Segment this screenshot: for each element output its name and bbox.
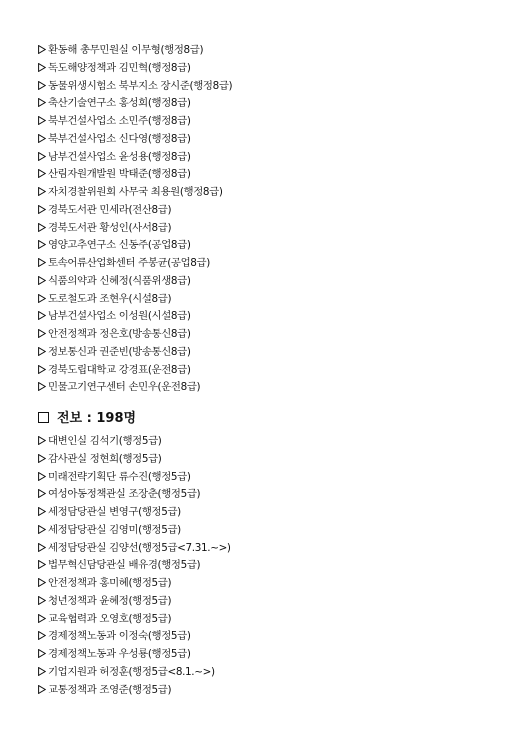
list-item: [38, 433, 231, 451]
triangle-bullet-icon: [38, 664, 48, 682]
triangle-bullet-icon: [38, 575, 48, 593]
list-item-text: 영양고추연구소 신동주(공업8급): [48, 239, 191, 252]
triangle-bullet-icon: [38, 344, 48, 362]
list-item: [38, 575, 231, 593]
list-item-text: 토속어류산업화센터 주봉균(공업8급): [48, 257, 210, 269]
list-item-text: 경북도서관 민세라(전산8급): [48, 203, 172, 216]
section-title: 전보 : 198명: [57, 411, 137, 426]
list-item: [38, 379, 232, 397]
list-item-text: 도로철도과 조현우(시설8급): [48, 292, 172, 305]
list-item: [38, 202, 232, 220]
list-item: [38, 237, 232, 255]
list-item: [38, 486, 231, 504]
triangle-bullet-icon: [38, 291, 48, 309]
list-item: [38, 113, 232, 131]
triangle-bullet-icon: [38, 433, 48, 451]
triangle-bullet-icon: [38, 202, 48, 220]
triangle-bullet-icon: [38, 220, 48, 238]
list-item-text: 안전정책과 홍미혜(행정5급): [48, 577, 172, 589]
list-item-text: 경제정책노동과 이정숙(행정5급): [48, 630, 191, 643]
checkbox-square-icon: [38, 412, 49, 423]
personnel-list-transfer: [38, 433, 231, 699]
list-item-text: 식품의약과 신혜정(식품위생8급): [48, 274, 191, 287]
list-item: [38, 166, 232, 184]
triangle-bullet-icon: [38, 362, 48, 380]
list-item-text: 교육협력과 오영호(행정5급): [48, 612, 172, 625]
list-item-text: 여성아동정책관실 조장춘(행정5급): [48, 488, 201, 501]
list-item: [38, 451, 231, 469]
triangle-bullet-icon: [38, 113, 48, 131]
list-item: [38, 255, 232, 273]
list-item: [38, 60, 232, 78]
list-item: [38, 273, 232, 291]
list-item: [38, 593, 231, 611]
triangle-bullet-icon: [38, 540, 48, 558]
list-item: [38, 344, 232, 362]
triangle-bullet-icon: [38, 326, 48, 344]
list-item-text: 북부건설사업소 소민주(행정8급): [48, 115, 191, 127]
triangle-bullet-icon: [38, 308, 48, 326]
list-item-text: 대변인실 김석기(행정5급): [48, 435, 162, 447]
triangle-bullet-icon: [38, 42, 48, 60]
triangle-bullet-icon: [38, 78, 48, 96]
triangle-bullet-icon: [38, 611, 48, 629]
personnel-list-8th-grade: [38, 42, 232, 397]
triangle-bullet-icon: [38, 166, 48, 184]
list-item-text: 경북도서관 황성인(사서8급): [48, 221, 172, 234]
triangle-bullet-icon: [38, 237, 48, 255]
list-item: [38, 131, 232, 149]
list-item-text: 안전정책과 정은호(방송통신8급): [48, 328, 191, 340]
list-item-text: 법무혁신담당관실 배유경(행정5급): [48, 559, 201, 572]
list-item: [38, 522, 231, 540]
list-item: [38, 646, 231, 664]
list-item-text: 미래전략기획단 류수진(행정5급): [48, 470, 191, 483]
list-item-text: 자치경찰위원회 사무국 최용원(행정8급): [48, 186, 223, 198]
list-item: [38, 628, 231, 646]
list-item-text: 민물고기연구센터 손민우(운전8급): [48, 381, 201, 394]
list-item-text: 산림자원개발원 박태준(행정8급): [48, 168, 191, 181]
triangle-bullet-icon: [38, 451, 48, 469]
list-item-text: 남부건설사업소 이성원(시설8급): [48, 310, 191, 323]
triangle-bullet-icon: [38, 557, 48, 575]
list-item: [38, 220, 232, 238]
list-item-text: 감사관실 정현희(행정5급): [48, 452, 162, 465]
list-item: [38, 308, 232, 326]
list-item-text: 축산기술연구소 홍성희(행정8급): [48, 97, 191, 110]
triangle-bullet-icon: [38, 682, 48, 700]
list-item-text: 경북도립대학교 강경표(운전8급): [48, 363, 191, 376]
list-item: [38, 42, 232, 60]
list-item: [38, 469, 231, 487]
list-item: [38, 78, 232, 96]
list-item-text: 기업지원과 허정훈(행정5급<8.1.~>): [48, 665, 215, 678]
triangle-bullet-icon: [38, 131, 48, 149]
triangle-bullet-icon: [38, 273, 48, 291]
list-item: [38, 664, 231, 682]
list-item-text: 북부건설사업소 신다영(행정8급): [48, 132, 191, 145]
list-item: [38, 149, 232, 167]
section-header-transfer: [38, 409, 136, 429]
list-item: [38, 540, 231, 558]
triangle-bullet-icon: [38, 379, 48, 397]
list-item-text: 세정담당관실 김양선(행정5급<7.31.~>): [48, 541, 231, 554]
list-item: [38, 611, 231, 629]
triangle-bullet-icon: [38, 95, 48, 113]
list-item-text: 환동해 총무민원실 이무형(행정8급): [48, 44, 204, 56]
list-item-text: 경제정책노동과 우성룡(행정5급): [48, 648, 191, 660]
list-item-text: 세정담당관실 변영구(행정5급): [48, 506, 181, 518]
triangle-bullet-icon: [38, 504, 48, 522]
list-item: [38, 291, 232, 309]
list-item-text: 교통정책과 조영준(행정5급): [48, 683, 172, 696]
list-item: [38, 682, 231, 700]
list-item: [38, 557, 231, 575]
list-item-text: 동물위생시험소 북부지소 장시준(행정8급): [48, 79, 233, 92]
list-item: [38, 326, 232, 344]
triangle-bullet-icon: [38, 469, 48, 487]
triangle-bullet-icon: [38, 646, 48, 664]
triangle-bullet-icon: [38, 184, 48, 202]
list-item: [38, 504, 231, 522]
list-item-text: 남부건설사업소 윤성용(행정8급): [48, 150, 191, 163]
triangle-bullet-icon: [38, 149, 48, 167]
list-item: [38, 95, 232, 113]
triangle-bullet-icon: [38, 486, 48, 504]
list-item: [38, 184, 232, 202]
list-item-text: 정보통신과 권준빈(방송통신8급): [48, 345, 191, 358]
list-item-text: 청년정책과 윤혜정(행정5급): [48, 594, 172, 607]
triangle-bullet-icon: [38, 522, 48, 540]
triangle-bullet-icon: [38, 628, 48, 646]
triangle-bullet-icon: [38, 60, 48, 78]
list-item: [38, 362, 232, 380]
triangle-bullet-icon: [38, 255, 48, 273]
list-item-text: 독도해양정책과 김민혁(행정8급): [48, 61, 191, 74]
list-item-text: 세정담당관실 김영미(행정5급): [48, 523, 181, 536]
triangle-bullet-icon: [38, 593, 48, 611]
